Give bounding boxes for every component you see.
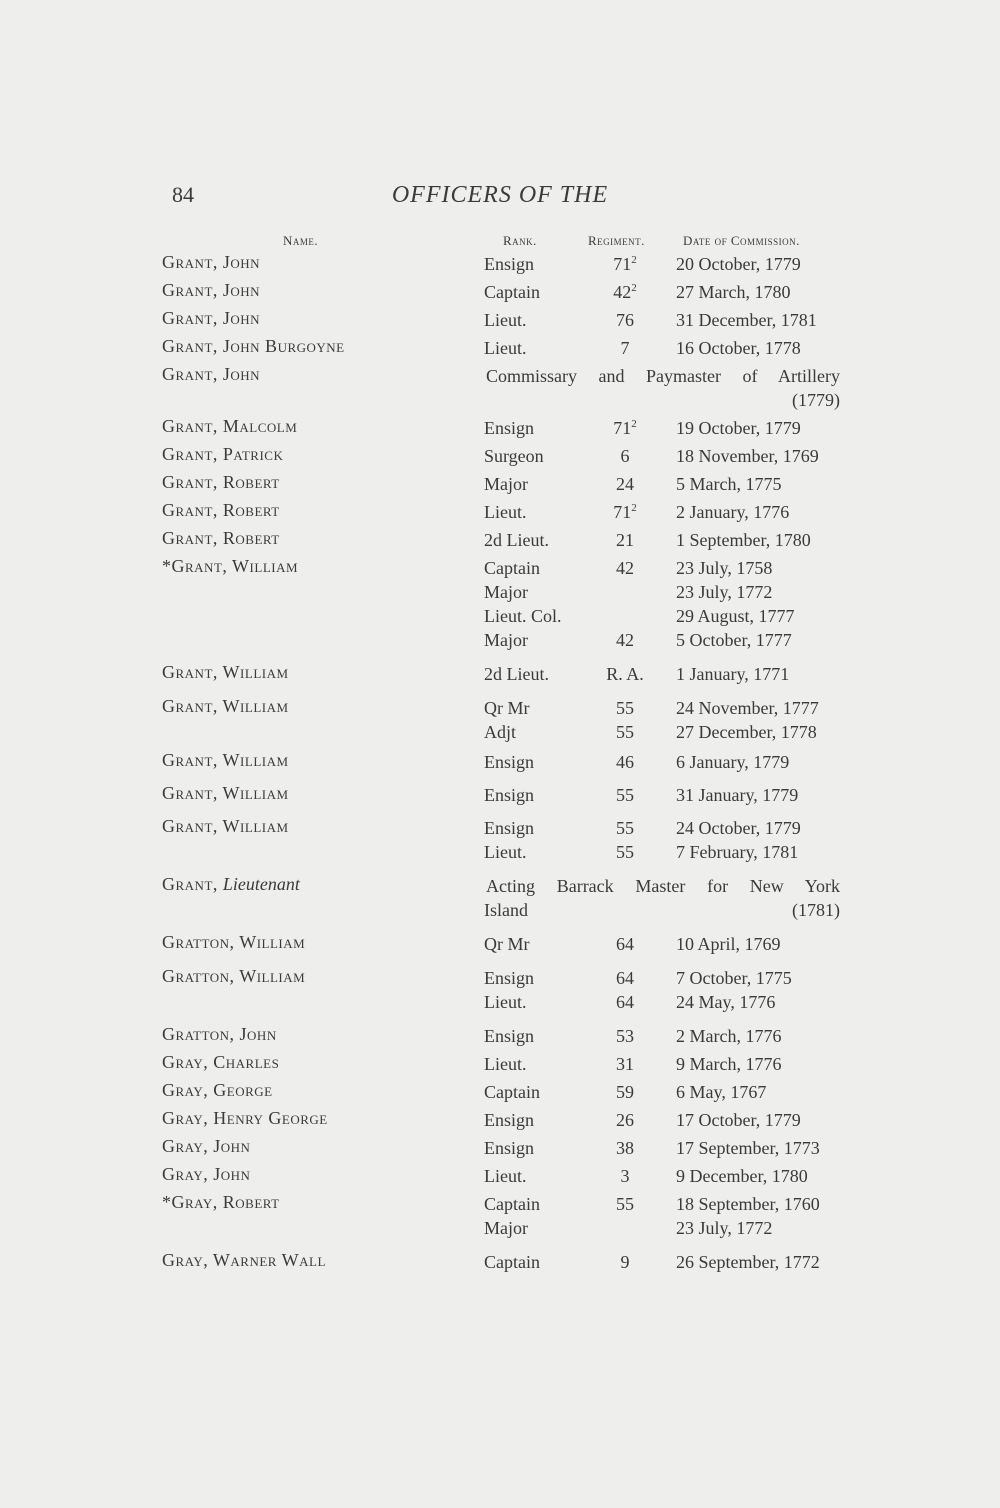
commission-line <box>0 1024 1000 1048</box>
commission-date-cell: 17 October, 1779 <box>676 1110 801 1130</box>
rank-cell: Ensign <box>484 418 535 438</box>
commission-line <box>0 750 1000 774</box>
rank-cell: Lieut. <box>484 842 527 862</box>
commission-date-cell: 10 April, 1769 <box>676 934 781 954</box>
commission-line <box>0 1108 1000 1132</box>
commission-date-cell: 20 October, 1779 <box>676 254 801 274</box>
officer-name-text: Gratton, William <box>162 966 306 986</box>
commission-date-cell: 5 October, 1777 <box>676 630 792 650</box>
rank-cell: Major <box>484 630 528 650</box>
officer-name-text: Grant, Robert <box>162 528 280 548</box>
officer-name-text: Grant, William <box>162 750 289 770</box>
officer-name-text: Grant, John <box>162 364 261 384</box>
regiment-number: 24 <box>616 474 634 494</box>
rank-cell: Qr Mr <box>484 698 530 718</box>
commission-line <box>0 990 1000 1014</box>
officer-name-text: Grant, John Burgoyne <box>162 336 345 356</box>
officer-name-text: Gray, Henry George <box>162 1108 328 1128</box>
commission-note: Acting Barrack Master for New York <box>486 876 840 896</box>
regiment-cell <box>575 966 675 990</box>
commission-date-cell: 23 July, 1772 <box>676 1218 773 1238</box>
officer-name-italic: Lieutenant <box>222 874 300 894</box>
rank-cell: Ensign <box>484 752 535 772</box>
officer-name-text: Grant, Robert <box>162 500 280 520</box>
rank-cell: Lieut. <box>484 338 527 358</box>
commission-date-cell: 17 September, 1773 <box>676 1138 820 1158</box>
regiment-cell <box>575 556 675 580</box>
regiment-cell <box>575 472 675 496</box>
officer-entry <box>0 662 1000 686</box>
officer-entry <box>0 364 1000 412</box>
regiment-cell <box>575 252 675 276</box>
officer-entry <box>0 416 1000 440</box>
officer-entry <box>0 1024 1000 1048</box>
commission-line <box>0 556 1000 580</box>
regiment-cell <box>575 500 675 524</box>
regiment-number: 64 <box>616 934 634 954</box>
regiment-cell <box>575 1192 675 1216</box>
regiment-cell <box>575 1250 675 1274</box>
rank-cell: Ensign <box>484 1110 535 1130</box>
commission-line <box>0 628 1000 652</box>
rank-cell: Captain <box>484 558 540 578</box>
officer-name-text: Gray, George <box>162 1080 273 1100</box>
commission-note-year: (1779) <box>792 390 840 410</box>
commission-date-cell: 9 December, 1780 <box>676 1166 808 1186</box>
column-header-name: Name. <box>283 233 319 248</box>
regiment-cell <box>575 444 675 468</box>
regiment-cell <box>575 783 675 807</box>
column-header-rank: Rank. <box>503 233 537 248</box>
commission-date-cell: 7 February, 1781 <box>676 842 799 862</box>
commission-line <box>0 783 1000 807</box>
commission-line <box>0 1136 1000 1160</box>
regiment-cell <box>575 1136 675 1160</box>
officer-entry <box>0 1250 1000 1274</box>
regiment-number: 3 <box>620 1166 630 1186</box>
commission-line <box>0 1080 1000 1104</box>
officer-entry <box>0 750 1000 774</box>
regiment-number: 42 <box>613 282 632 302</box>
officer-name-text: Grant, Patrick <box>162 444 284 464</box>
commission-line <box>0 336 1000 360</box>
rank-cell: Ensign <box>484 1026 535 1046</box>
officer-entry <box>0 1108 1000 1132</box>
regiment-cell <box>575 1080 675 1104</box>
rank-cell: Captain <box>484 1252 540 1272</box>
commission-note-continued: Island <box>484 900 528 920</box>
officer-name-text: Gratton, John <box>162 1024 277 1044</box>
regiment-number: 6 <box>620 446 630 466</box>
rank-cell: Lieut. <box>484 992 527 1012</box>
commission-line <box>0 604 1000 628</box>
rank-cell: Captain <box>484 1194 540 1214</box>
commission-date-cell: 27 March, 1780 <box>676 282 791 302</box>
regiment-number: 38 <box>616 1138 634 1158</box>
commission-line <box>0 816 1000 840</box>
regiment-cell <box>575 990 675 1014</box>
commission-line <box>0 1192 1000 1216</box>
officer-name-text: Grant, William <box>162 662 289 682</box>
officer-entry <box>0 966 1000 1014</box>
officer-entry <box>0 500 1000 524</box>
commission-line <box>0 840 1000 864</box>
regiment-number: 71 <box>613 418 632 438</box>
commission-line <box>0 280 1000 304</box>
regiment-number: 46 <box>616 752 634 772</box>
regiment-number: 7 <box>620 338 630 358</box>
commission-line <box>0 444 1000 468</box>
regiment-cell <box>575 750 675 774</box>
regiment-battalion-mark: 2 <box>631 502 637 514</box>
regiment-cell <box>575 662 675 686</box>
commission-date-cell: 31 January, 1779 <box>676 785 799 805</box>
officer-entry <box>0 932 1000 956</box>
officer-name-text: Gratton, William <box>162 932 306 952</box>
commission-date-cell: 18 September, 1760 <box>676 1194 820 1214</box>
regiment-number: 42 <box>616 558 634 578</box>
officer-entry <box>0 308 1000 332</box>
officer-entry <box>0 336 1000 360</box>
regiment-cell <box>575 1164 675 1188</box>
commission-date-cell: 24 May, 1776 <box>676 992 776 1012</box>
rank-cell: Major <box>484 1218 528 1238</box>
officer-name-text: Grant, Malcolm <box>162 416 298 436</box>
commission-line <box>0 720 1000 744</box>
officer-entry <box>0 783 1000 807</box>
rank-cell: Lieut. <box>484 1054 527 1074</box>
regiment-cell <box>575 840 675 864</box>
commission-date-cell: 6 May, 1767 <box>676 1082 767 1102</box>
officer-name-text: Gray, Charles <box>162 1052 280 1072</box>
regiment-cell <box>575 696 675 720</box>
commission-line <box>0 898 1000 922</box>
commission-line <box>0 932 1000 956</box>
commission-date-cell: 1 September, 1780 <box>676 530 811 550</box>
commission-line <box>0 1216 1000 1240</box>
commission-line <box>0 364 1000 388</box>
officer-name-text: Gray, Warner Wall <box>162 1250 326 1270</box>
rank-cell: Adjt <box>484 722 517 742</box>
regiment-cell <box>575 1024 675 1048</box>
officer-entry <box>0 1164 1000 1188</box>
regiment-cell <box>575 816 675 840</box>
rank-cell: Captain <box>484 282 540 302</box>
rank-cell: 2d Lieut. <box>484 530 549 550</box>
officer-entry <box>0 696 1000 744</box>
officer-list <box>0 252 1000 1274</box>
rank-cell: Ensign <box>484 818 535 838</box>
regiment-battalion-mark: 2 <box>631 418 637 430</box>
commission-line <box>0 696 1000 720</box>
rank-cell: 2d Lieut. <box>484 664 549 684</box>
commission-line <box>0 662 1000 686</box>
rank-cell: Ensign <box>484 968 535 988</box>
regiment-cell <box>575 1108 675 1132</box>
regiment-number: 64 <box>616 968 634 988</box>
commission-date-cell: 18 November, 1769 <box>676 446 819 466</box>
commission-line <box>0 500 1000 524</box>
rank-cell: Ensign <box>484 785 535 805</box>
officer-name-text: Gray, John <box>162 1164 251 1184</box>
regiment-number: 9 <box>620 1252 630 1272</box>
officer-entry <box>0 1080 1000 1104</box>
officer-entry <box>0 444 1000 468</box>
commission-note: Commissary and Paymaster of Artillery <box>486 366 840 386</box>
regiment-battalion-mark: 2 <box>631 282 637 294</box>
commission-line <box>0 1164 1000 1188</box>
officer-name-text: Grant, John <box>162 280 261 300</box>
officer-name-text: Grant, John <box>162 252 261 272</box>
rank-cell: Lieut. Col. <box>484 606 562 626</box>
regiment-number: R. A. <box>606 664 644 684</box>
officer-entry <box>0 280 1000 304</box>
regiment-number: 55 <box>616 818 634 838</box>
regiment-cell <box>575 932 675 956</box>
rank-cell: Lieut. <box>484 1166 527 1186</box>
regiment-number: 55 <box>616 722 634 742</box>
commission-note-year: (1781) <box>792 900 840 920</box>
commission-line <box>0 252 1000 276</box>
commission-date-cell: 29 August, 1777 <box>676 606 795 626</box>
regiment-number: 42 <box>616 630 634 650</box>
commission-date-cell: 23 July, 1772 <box>676 582 773 602</box>
running-head: OFFICERS OF THE <box>391 182 609 208</box>
rank-cell: Major <box>484 582 528 602</box>
column-header-date: Date of Commission. <box>683 233 800 248</box>
commission-date-cell: 7 October, 1775 <box>676 968 792 988</box>
regiment-number: 64 <box>616 992 634 1012</box>
commission-date-cell: 26 September, 1772 <box>676 1252 820 1272</box>
officer-name-text: Grant, William <box>162 696 289 716</box>
regiment-cell <box>575 528 675 552</box>
regiment-number: 71 <box>613 254 632 274</box>
regiment-cell <box>575 280 675 304</box>
officer-name-text: Grant, John <box>162 308 261 328</box>
rank-cell: Captain <box>484 1082 540 1102</box>
officer-name-text: *Gray, Robert <box>162 1192 280 1212</box>
officer-name-text: Grant, William <box>162 816 289 836</box>
regiment-number: 55 <box>616 785 634 805</box>
regiment-cell <box>575 336 675 360</box>
commission-date-cell: 9 March, 1776 <box>676 1054 782 1074</box>
commission-line <box>0 472 1000 496</box>
regiment-number: 55 <box>616 698 634 718</box>
commission-line <box>0 416 1000 440</box>
regiment-number: 55 <box>616 1194 634 1214</box>
officer-name-text: Gray, John <box>162 1136 251 1156</box>
commission-line <box>0 528 1000 552</box>
commission-line <box>0 874 1000 898</box>
commission-date-cell: 6 January, 1779 <box>676 752 790 772</box>
officer-entry <box>0 1192 1000 1240</box>
commission-line <box>0 966 1000 990</box>
regiment-cell <box>575 628 675 652</box>
officer-entry <box>0 252 1000 276</box>
commission-date-cell: 27 December, 1778 <box>676 722 817 742</box>
commission-date-cell: 2 January, 1776 <box>676 502 790 522</box>
rank-cell: Qr Mr <box>484 934 530 954</box>
regiment-number: 55 <box>616 842 634 862</box>
regiment-number: 53 <box>616 1026 634 1046</box>
commission-line <box>0 1052 1000 1076</box>
commission-date-cell: 5 March, 1775 <box>676 474 782 494</box>
page-number: 84 <box>172 182 194 207</box>
commission-line <box>0 388 1000 412</box>
commission-line <box>0 308 1000 332</box>
regiment-number: 26 <box>616 1110 634 1130</box>
commission-date-cell: 24 November, 1777 <box>676 698 819 718</box>
regiment-cell <box>575 720 675 744</box>
rank-cell: Lieut. <box>484 502 527 522</box>
commission-date-cell: 2 March, 1776 <box>676 1026 782 1046</box>
officer-name-text: Grant, <box>162 874 223 894</box>
commission-line <box>0 1250 1000 1274</box>
officer-name-text: Grant, William <box>162 783 289 803</box>
regiment-cell <box>575 416 675 440</box>
rank-cell: Major <box>484 474 528 494</box>
officer-entry <box>0 1052 1000 1076</box>
commission-date-cell: 24 October, 1779 <box>676 818 801 838</box>
officer-entry <box>0 874 1000 922</box>
regiment-number: 21 <box>616 530 634 550</box>
officer-entry <box>0 1136 1000 1160</box>
regiment-battalion-mark: 2 <box>631 254 637 266</box>
rank-cell: Lieut. <box>484 310 527 330</box>
commission-line <box>0 580 1000 604</box>
regiment-cell <box>575 1052 675 1076</box>
commission-date-cell: 23 July, 1758 <box>676 558 773 578</box>
column-header-regiment: Regiment. <box>588 233 645 248</box>
regiment-number: 76 <box>616 310 634 330</box>
rank-cell: Ensign <box>484 1138 535 1158</box>
officer-entry <box>0 556 1000 652</box>
commission-date-cell: 31 December, 1781 <box>676 310 817 330</box>
regiment-number: 31 <box>616 1054 634 1074</box>
commission-date-cell: 16 October, 1778 <box>676 338 801 358</box>
officer-entry <box>0 472 1000 496</box>
regiment-number: 59 <box>616 1082 634 1102</box>
commission-date-cell: 19 October, 1779 <box>676 418 801 438</box>
officer-entry <box>0 816 1000 864</box>
officer-entry <box>0 528 1000 552</box>
rank-cell: Surgeon <box>484 446 544 466</box>
commission-date-cell: 1 January, 1771 <box>676 664 790 684</box>
officer-name-text: *Grant, William <box>162 556 299 576</box>
officer-name-text: Grant, Robert <box>162 472 280 492</box>
regiment-cell <box>575 308 675 332</box>
rank-cell: Ensign <box>484 254 535 274</box>
regiment-number: 71 <box>613 502 632 522</box>
